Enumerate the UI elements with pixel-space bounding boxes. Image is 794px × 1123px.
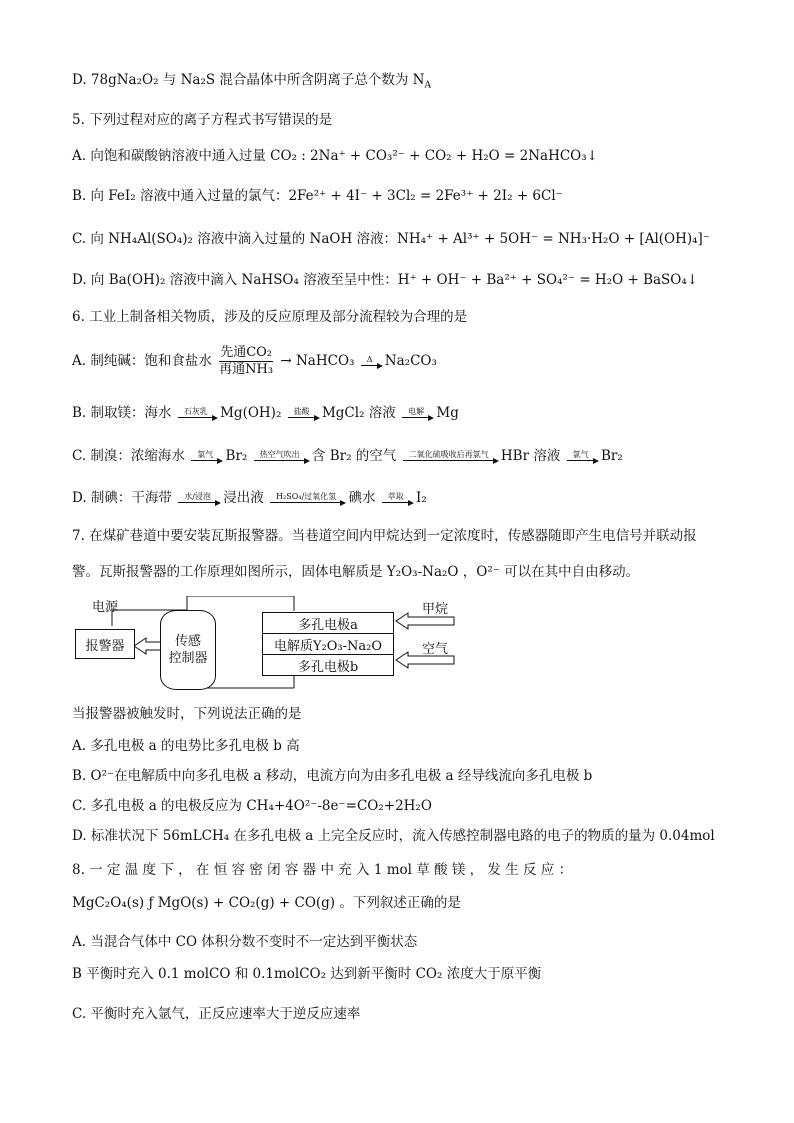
- sensor-controller: [160, 610, 216, 690]
- question-8-line-1: 8. 一 定 温 度 下 ， 在 恒 容 密 闭 容 器 中 充 入 1 mol 草 酸 镁 ， 发 生 反 应 ：: [72, 862, 573, 878]
- q6-option-c: [72, 446, 623, 466]
- product-text: Mg: [436, 405, 459, 421]
- reaction-arrow: 萃取: [382, 492, 410, 503]
- electrode-b: [262, 654, 394, 676]
- intermediate-text: 浸出液: [223, 490, 264, 506]
- q7-option-d: D. 标准状况下 56mLCH₄ 在多孔电极 a 上完全反应时，流入传感控制器电路的电子的物质的量为 0.04mol: [72, 828, 715, 844]
- q6-option-b: [72, 403, 459, 423]
- intermediate-text: HBr 溶液: [500, 448, 561, 464]
- question-7-stem: 当报警器被触发时，下列说法正确的是: [72, 706, 302, 722]
- question-5: 5. 下列过程对应的离子方程式书写错误的是: [72, 112, 333, 128]
- option-text: C. 制溴：浓缩海水: [72, 448, 185, 464]
- product-text: Br₂: [600, 448, 623, 464]
- sensor-label-2: 控制器: [168, 651, 208, 666]
- sensor-label-1: 传感: [174, 634, 201, 649]
- q5-option-d: D. 向 Ba(OH)₂ 溶液中滴入 NaHSO₄ 溶液至呈中性：H⁺ + OH⁻ + Ba²⁺ + SO₄²⁻ = H₂O + BaSO₄↓: [72, 272, 699, 288]
- q6-option-a: [72, 343, 437, 379]
- arrow-bottom-label: 再通NH₃: [219, 362, 274, 377]
- power-label: 电源: [92, 600, 119, 615]
- subscript: A: [424, 80, 431, 91]
- q7-option-c: C. 多孔电极 a 的电极反应为 CH₄+4O²⁻-8e⁻=CO₂+2H₂O: [72, 798, 432, 814]
- option-d-q4: [72, 70, 431, 96]
- intermediate-text: MgCl₂ 溶液: [321, 405, 396, 421]
- q8-option-c: C. 平衡时充入氩气，正反应速率大于逆反应速率: [72, 1006, 361, 1022]
- reaction-arrow: 石灰乳: [178, 407, 214, 418]
- option-text: D. 制碘：干海带: [72, 490, 172, 506]
- q7-option-a: A. 多孔电极 a 的电势比多孔电极 b 高: [72, 738, 300, 754]
- option-text: B. 制取镁：海水: [72, 405, 172, 421]
- intermediate-text: Br₂: [225, 448, 248, 464]
- intermediate-text: 含 Br₂ 的空气: [311, 448, 397, 464]
- reaction-arrow: 氯气: [191, 450, 219, 461]
- q5-option-a: A. 向饱和碳酸钠溶液中通入过量 CO₂ : 2Na⁺ + CO₃²⁻ + CO₂ + H₂O = 2NaHCO₃↓: [72, 148, 598, 164]
- electrode-b-label: 多孔电极b: [297, 659, 359, 675]
- product-text: I₂: [416, 490, 427, 506]
- alarm-label: 报警器: [85, 638, 125, 654]
- product-text: Na₂CO₃: [384, 353, 437, 369]
- arrow-top-label: 先通CO₂: [220, 345, 273, 360]
- q8-option-b: B 平衡时充入 0.1 molCO 和 0.1molCO₂ 达到新平衡时 CO₂ 浓度大于原平衡: [72, 966, 542, 982]
- option-text: D. 78gNa₂O₂ 与 Na₂S 混合晶体中所含阴离子总个数为 N: [72, 72, 425, 88]
- electrolyte: [262, 633, 394, 655]
- q7-option-b: B. O²⁻在电解质中向多孔电极 a 移动，电流方向为由多孔电极 a 经导线流向多孔电极 b: [72, 768, 593, 784]
- question-6: 6. 工业上制备相关物质，涉及的反应原理及部分流程较为合理的是: [72, 309, 468, 325]
- methane-label: 甲烷: [422, 602, 449, 617]
- question-7-line-1: 7. 在煤矿巷道中要安装瓦斯报警器。当巷道空间内甲烷达到一定浓度时，传感器随即产生电信号并联动报: [72, 528, 697, 544]
- electrode-a: [262, 612, 394, 634]
- gas-alarm-diagram: [72, 596, 472, 692]
- reaction-arrow: 盐酸: [288, 407, 316, 418]
- reaction-arrow: 二氧化硫吸收后再氯气: [403, 450, 495, 461]
- alarm-box: [75, 629, 135, 659]
- q5-option-c: C. 向 NH₄Al(SO₄)₂ 溶液中滴入过量的 NaOH 溶液：NH₄⁺ + Al³⁺ + 5OH⁻ = NH₃·H₂O + [Al(OH)₄]⁻: [72, 231, 710, 247]
- reaction-arrow: 氯气: [567, 450, 595, 461]
- reaction-arrow: 水/浸泡: [178, 492, 217, 503]
- intermediate-text: Mg(OH)₂: [220, 405, 282, 421]
- electrolyte-label: 电解质Y₂O₃-Na₂O: [273, 638, 383, 654]
- product-text: → NaHCO₃: [280, 353, 355, 369]
- option-text: A. 制纯碱：饱和食盐水: [72, 353, 212, 369]
- q5-option-b: B. 向 FeI₂ 溶液中通入过量的氯气：2Fe²⁺ + 4I⁻ + 3Cl₂ = 2Fe³⁺ + 2I₂ + 6Cl⁻: [72, 188, 563, 204]
- question-8-line-2: MgC₂O₄(s) ƒ MgO(s) + CO₂(g) + CO(g) 。下列叙述正确的是: [72, 895, 461, 911]
- reaction-arrow: 热空气吹出: [254, 450, 306, 461]
- electrode-a-label: 多孔电极a: [298, 617, 358, 633]
- reaction-arrow-conditions: [219, 345, 273, 378]
- reaction-arrow: H₂SO₄/过氧化氢: [270, 492, 342, 503]
- air-label: 空气: [422, 642, 449, 657]
- q8-option-a: A. 当混合气体中 CO 体积分数不变时不一定达到平衡状态: [72, 934, 418, 950]
- q6-option-d: [72, 488, 427, 508]
- heat-arrow: Δ: [361, 355, 379, 366]
- question-7-line-2: 警。瓦斯报警器的工作原理如图所示，固体电解质是 Y₂O₃-Na₂O ，O²⁻ 可以在其中自由移动。: [72, 564, 640, 580]
- intermediate-text: 碘水: [348, 490, 376, 506]
- reaction-arrow: 电解: [402, 407, 430, 418]
